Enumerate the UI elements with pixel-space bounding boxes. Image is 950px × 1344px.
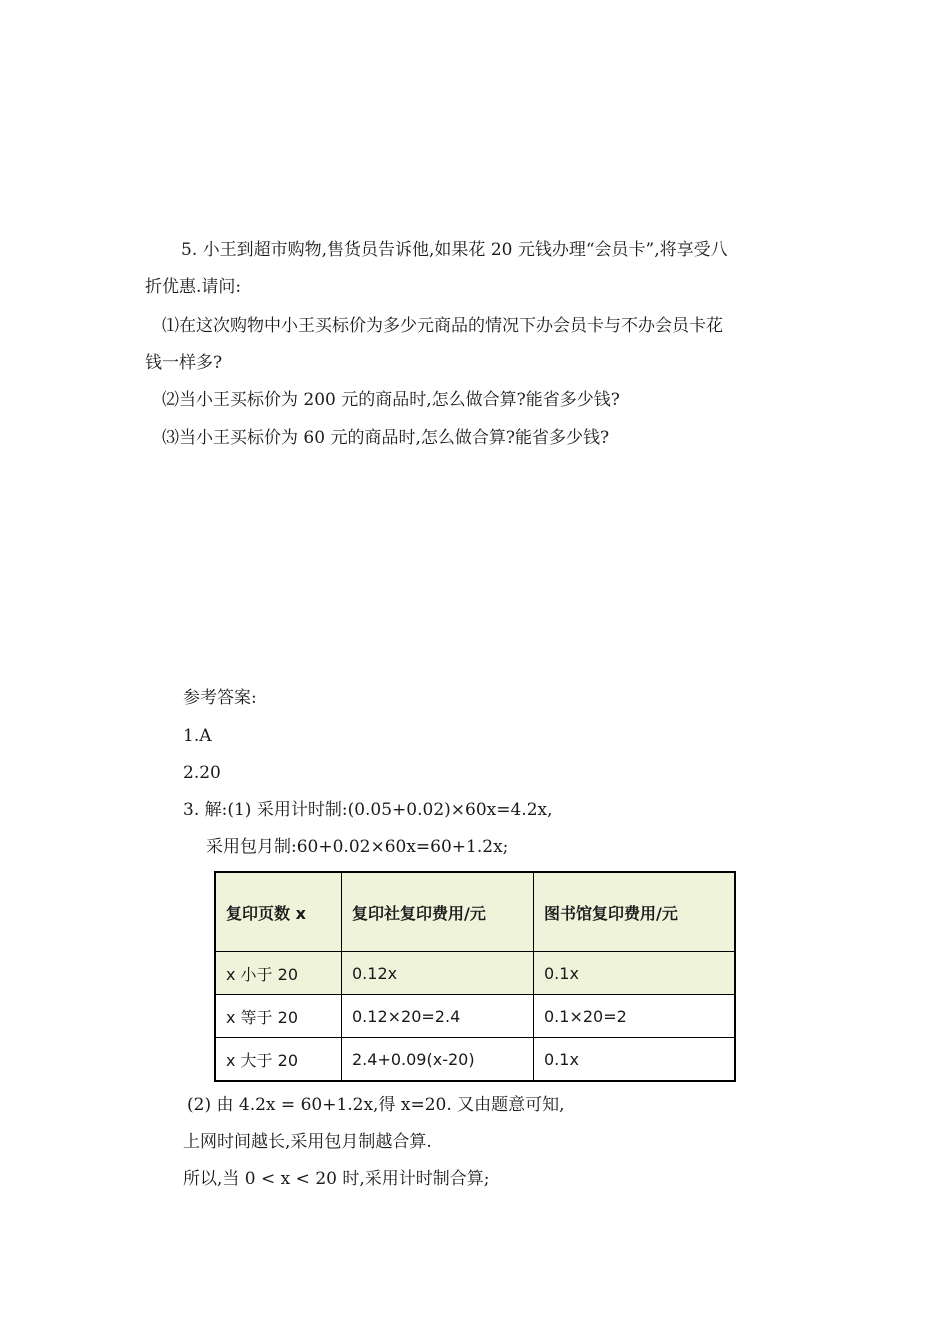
question-5-line-2: 折优惠.请问: (145, 277, 242, 297)
question-5-part-2: ⑵当小王买标价为 200 元的商品时,怎么做合算?能省多少钱? (162, 390, 620, 410)
table-header-row (215, 872, 735, 952)
table-cell: 0.1x (534, 1038, 736, 1082)
answers-heading: 参考答案: (183, 688, 257, 708)
copy-cost-table (214, 871, 736, 1082)
table-cell: 0.1×20=2 (534, 995, 736, 1038)
answer-3-part-2-line-2: 上网时间越长,采用包月制越合算. (183, 1132, 432, 1152)
table-row (215, 952, 735, 995)
question-5-part-1-line-1: ⑴在这次购物中小王买标价为多少元商品的情况下办会员卡与不办会员卡花 (162, 316, 723, 336)
answer-3-part-2-line-1: (2) 由 4.2x = 60+1.2x,得 x=20. 又由题意可知, (187, 1095, 565, 1115)
answer-2: 2.20 (183, 763, 221, 783)
table-cell: 2.4+0.09(x-20) (342, 1038, 534, 1082)
question-5-part-3: ⑶当小王买标价为 60 元的商品时,怎么做合算?能省多少钱? (162, 428, 610, 448)
table-header-cell: 复印页数 x (215, 872, 342, 952)
answer-3-line-2: 采用包月制:60+0.02×60x=60+1.2x; (206, 837, 509, 857)
table-cell: x 等于 20 (215, 995, 342, 1038)
table-cell: 0.12×20=2.4 (342, 995, 534, 1038)
answer-3-part-2-line-3: 所以,当 0 < x < 20 时,采用计时制合算; (183, 1169, 490, 1189)
table-row (215, 995, 735, 1038)
table-cell: 0.1x (534, 952, 736, 995)
table-cell: x 大于 20 (215, 1038, 342, 1082)
table-cell: 0.12x (342, 952, 534, 995)
table-cell: x 小于 20 (215, 952, 342, 995)
answer-1: 1.A (183, 726, 212, 746)
table-row (215, 1038, 735, 1082)
answer-3-line-1: 3. 解:(1) 采用计时制:(0.05+0.02)×60x=4.2x, (183, 800, 553, 820)
question-5-part-1-line-2: 钱一样多? (145, 353, 223, 373)
question-5-line-1: 5. 小王到超市购物,售货员告诉他,如果花 20 元钱办理“会员卡”,将享受八 (181, 240, 728, 260)
table-header-cell: 复印社复印费用/元 (342, 872, 534, 952)
table-header-cell: 图书馆复印费用/元 (534, 872, 736, 952)
